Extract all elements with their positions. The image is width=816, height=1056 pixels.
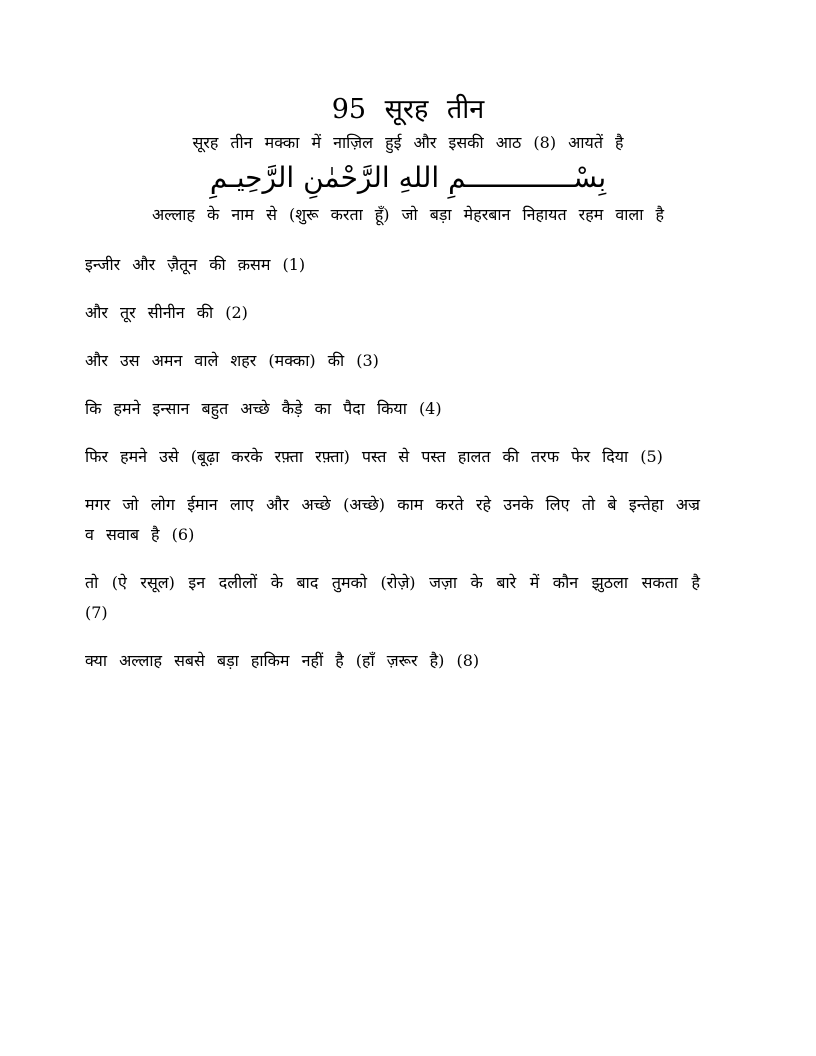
verse-7: तो (ऐ रसूल) इन दलीलों के बाद तुमको (रोज़े) जज़ा के बारे में कौन झुठला सकता है (7) <box>85 573 700 622</box>
bismillah-translation: अल्लाह के नाम से (शुरू करता हूँ) जो बड़ा मेहरबान निहायत रहम वाला है <box>152 205 664 224</box>
surah-title: 95 सूरह तीन <box>331 94 485 125</box>
verse-4: कि हमने इन्सान बहुत अच्छे कैड़े का पैदा किया (4) <box>85 399 442 418</box>
verse-6: मगर जो लोग ईमान लाए और अच्छे (अच्छे) काम करते रहे उनके लिए तो बे इन्तेहा अज्र व सवाब है (6) <box>85 495 700 544</box>
verse-8: क्या अल्लाह सबसे बड़ा हाकिम नहीं है (हाँ ज़रूर है) (8) <box>85 651 480 670</box>
verse-5: फिर हमने उसे (बूढ़ा करके रफ़्ता रफ़्ता) पस्त से पस्त हालत की तरफ फेर दिया (5) <box>85 447 663 466</box>
verse-list <box>85 250 700 676</box>
verse-2: और तूर सीनीन की (2) <box>85 303 248 322</box>
surah-header <box>0 92 816 228</box>
verse-3: और उस अमन वाले शहर (मक्का) की (3) <box>85 351 379 370</box>
surah-subtitle: सूरह तीन मक्का में नाज़िल हुई और इसकी आठ (8) आयतें है <box>192 133 624 152</box>
verse-1: इन्जीर और ज़ैतून की क़सम (1) <box>85 255 306 274</box>
bismillah-calligraphy: بِسْـــــــــــــمِ اللهِ الرَّحْمٰنِ الرَّحِيـمِ <box>209 161 607 194</box>
